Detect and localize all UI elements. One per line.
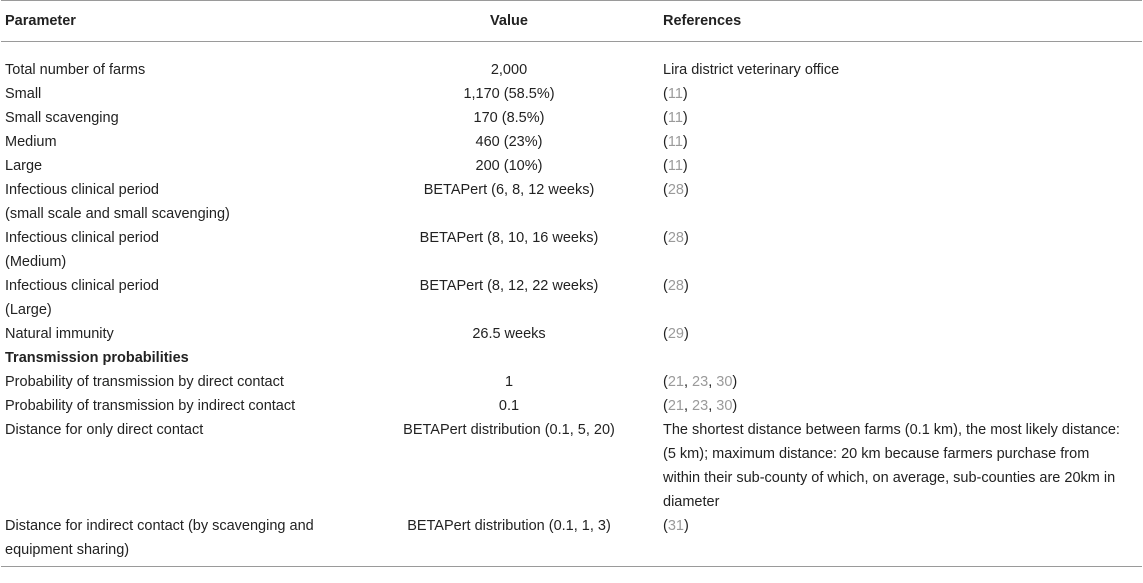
parameter-text: (Large)	[5, 302, 52, 318]
section-heading: Transmission probabilities	[5, 350, 189, 366]
table-row	[1, 346, 1142, 370]
citation-link[interactable]: 28	[667, 230, 684, 246]
parameter-cell	[1, 130, 359, 154]
table-row	[1, 178, 1142, 226]
parameter-cell	[1, 106, 359, 130]
parameter-text: Total number of farms	[5, 62, 146, 78]
parameters-table	[1, 0, 1142, 567]
citation-link[interactable]: 28	[667, 278, 684, 294]
reference-cell: (28)	[663, 182, 689, 198]
citation-link[interactable]: 21	[667, 374, 684, 390]
reference-text: diameter	[663, 494, 720, 510]
citation-link[interactable]: 11	[667, 134, 683, 150]
reference-cell: (21, 23, 30)	[663, 374, 738, 390]
reference-text: (5 km); maximum distance: 20 km because farmers purchase from	[663, 446, 1090, 462]
table-row	[1, 322, 1142, 346]
value-cell: 200 (10%)	[475, 158, 543, 174]
value-cell: 170 (8.5%)	[473, 110, 545, 126]
parameter-text: Probability of transmission by indirect contact	[5, 398, 296, 414]
reference-cell: (29)	[663, 326, 689, 342]
citation-link[interactable]: 21	[667, 398, 684, 414]
parameter-text: Small	[5, 86, 42, 102]
reference-cell: (11)	[663, 158, 688, 174]
value-cell: BETAPert distribution (0.1, 5, 20)	[403, 422, 615, 438]
parameter-cell	[1, 178, 359, 226]
table-row	[1, 82, 1142, 106]
parameter-text: (Medium)	[5, 254, 67, 270]
value-cell: 26.5 weeks	[472, 326, 546, 342]
parameter-text: Infectious clinical period	[5, 278, 159, 294]
table-row	[1, 514, 1142, 567]
reference-cell: (11)	[663, 86, 688, 102]
table-row	[1, 130, 1142, 154]
value-cell: BETAPert (8, 12, 22 weeks)	[419, 278, 599, 294]
reference-text: The shortest distance between farms (0.1 km), the most likely distance:	[663, 422, 1120, 438]
reference-cell: (28)	[663, 230, 689, 246]
parameter-text: (small scale and small scavenging)	[5, 206, 230, 222]
parameter-text: Probability of transmission by direct contact	[5, 374, 284, 390]
reference-cell: (21, 23, 30)	[663, 398, 738, 414]
parameter-text: Distance for indirect contact (by scavenging and	[5, 518, 314, 534]
table-body	[1, 42, 1142, 567]
citation-link[interactable]: 23	[692, 374, 709, 390]
table-row	[1, 42, 1142, 83]
reference-cell: (11)	[663, 134, 688, 150]
citation-link[interactable]: 30	[716, 374, 733, 390]
citation-link[interactable]: 23	[692, 398, 709, 414]
parameter-cell	[1, 394, 359, 418]
parameter-cell	[1, 418, 359, 514]
parameter-text: Infectious clinical period	[5, 182, 159, 198]
parameter-text: Natural immunity	[5, 326, 114, 342]
table-row	[1, 394, 1142, 418]
reference-cell: (11)	[663, 110, 688, 126]
header-value: Value	[359, 1, 659, 42]
parameter-cell	[1, 226, 359, 274]
citation-link[interactable]: 11	[667, 86, 683, 102]
table-header-row	[1, 1, 1142, 42]
parameter-cell	[1, 82, 359, 106]
parameter-cell	[1, 322, 359, 346]
value-cell: 1	[504, 374, 514, 390]
value-cell: BETAPert (8, 10, 16 weeks)	[419, 230, 599, 246]
reference-cell: (28)	[663, 278, 689, 294]
parameter-text: Large	[5, 158, 43, 174]
table-row	[1, 226, 1142, 274]
parameter-cell	[1, 514, 359, 567]
value-cell: 0.1	[498, 398, 520, 414]
parameter-text: equipment sharing)	[5, 542, 130, 558]
table-row	[1, 154, 1142, 178]
citation-link[interactable]: 29	[667, 326, 684, 342]
value-cell: BETAPert (6, 8, 12 weeks)	[423, 182, 595, 198]
parameter-cell	[1, 154, 359, 178]
parameter-text: Small scavenging	[5, 110, 119, 126]
reference-text: within their sub-county of which, on average, sub-counties are 20km in	[663, 470, 1116, 486]
reference-cell: (31)	[659, 514, 1142, 567]
table-row	[1, 106, 1142, 130]
citation-link[interactable]: 28	[667, 182, 684, 198]
reference-text: Lira district veterinary office	[663, 62, 840, 78]
parameter-text: Medium	[5, 134, 57, 150]
header-parameter: Parameter	[1, 1, 359, 42]
value-cell: 460 (23%)	[475, 134, 543, 150]
value-cell: 2,000	[490, 62, 528, 78]
reference-cell	[659, 418, 1142, 514]
citation-link[interactable]: 31	[667, 518, 684, 534]
citation-link[interactable]: 30	[716, 398, 733, 414]
parameter-cell	[1, 42, 359, 83]
parameter-text: Infectious clinical period	[5, 230, 159, 246]
header-references: References	[659, 1, 1142, 42]
value-cell: BETAPert distribution (0.1, 1, 3)	[359, 514, 659, 567]
reference-cell	[659, 42, 1142, 83]
table-row	[1, 370, 1142, 394]
table-row	[1, 274, 1142, 322]
table-row	[1, 418, 1142, 514]
parameter-cell	[1, 370, 359, 394]
parameter-cell	[1, 274, 359, 322]
citation-link[interactable]: 11	[667, 158, 683, 174]
value-cell: 1,170 (58.5%)	[463, 86, 555, 102]
parameter-text: Distance for only direct contact	[5, 422, 204, 438]
citation-link[interactable]: 11	[667, 110, 683, 126]
